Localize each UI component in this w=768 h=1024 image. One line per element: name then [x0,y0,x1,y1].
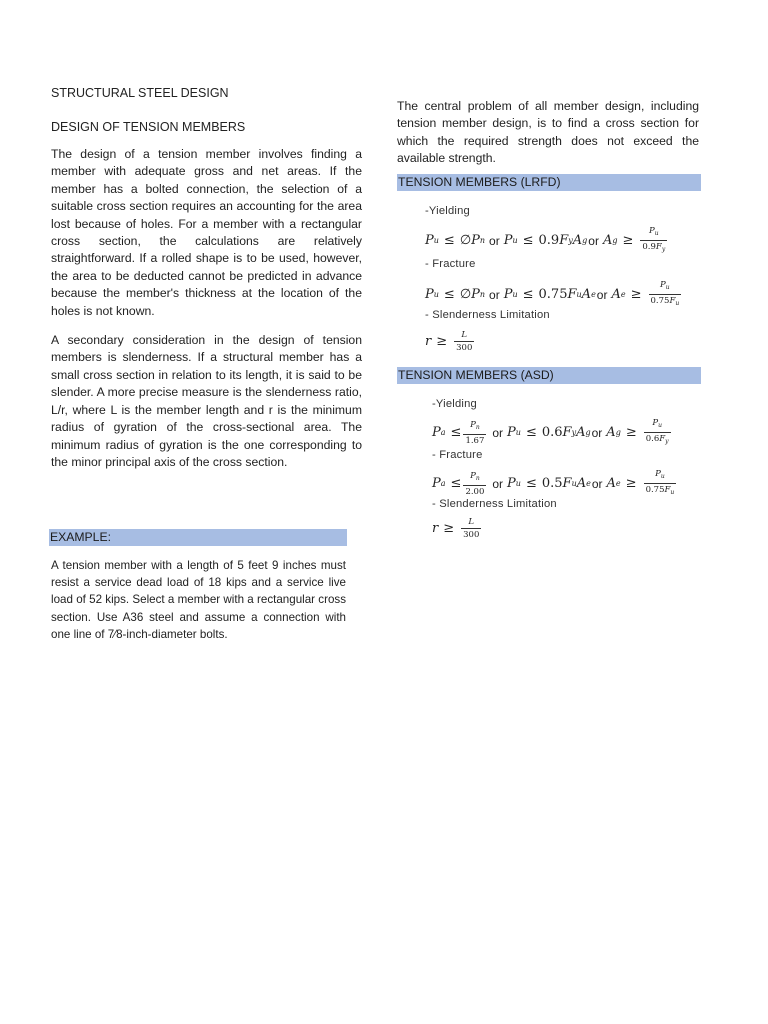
lrfd-fracture-label: - Fracture [425,258,476,270]
asd-heading: TENSION MEMBERS (ASD) [397,367,701,384]
asd-slenderness-label: - Slenderness Limitation [432,498,557,510]
asd-fracture-equation: P a ≤ $\frac{P_n}{2.00}$ or P u ≤ 0.5 F u A e or A e ≥ $\frac{P_u}{0.75F_u}$ [432,469,675,497]
document-title: STRUCTURAL STEEL DESIGN [51,86,229,100]
asd-yielding-equation: P a ≤ $\frac{P_n}{1.67}$ or P u ≤ 0.6 F y A g or A g ≥ $\frac{P_u}{0.6F_y}$ [432,418,669,446]
lrfd-fracture-equation: P u ≤ ∅ P n or P u ≤ 0.75 F u A e or A e ≥ $\frac{P_u}{0.75F_u}$ [425,280,680,307]
lrfd-yielding-label: -Yielding [425,205,470,217]
lrfd-slenderness-label: - Slenderness Limitation [425,309,550,321]
left-column [51,86,362,471]
example-problem-text: A tension member with a length of 5 feet 9 inches must resist a service dead load of 18 kips and a service live load of 52 kips. Select a member with a rectangular cross section. Use A36 steel and assume a connection with one line of 7⁄8-inch-diameter bolts. [51,559,346,641]
paragraph-design-intro: The design of a tension member involves finding a member with adequate gross and net areas. If the member has a bolted connection, the selection of a suitable cross section requires an accounting for the area lost because of holes. For a member with a rectangular cross section, the calculations are relatively straightforward. If a rolled shape is to be used, however, the area to be deducted cannot be predicted in advance because the member's thickness at the location of the holes is not known. [51,147,362,318]
lrfd-yielding-equation: P u ≤ ∅ P n or P u ≤ 0.9 F y A g or A g ≥ $\frac{P_u}{0.9F_y}$ [425,226,666,253]
asd-slenderness-equation: r ≥ $\frac{L}{300}$ [432,517,480,540]
lrfd-slenderness-equation: r ≥ $\frac{L}{300}$ [425,330,473,353]
paragraph-slenderness: A secondary consideration in the design of tension members is slenderness. If a structural member has a small cross section in relation to its length, it is said to be slender. A more precise measure is the slenderness ratio, L/r, where L is the member length and r is the minimum radius of gyration of the cross-sectional area. The minimum radius of gyration is the one corresponding to the minor principal axis of the cross section. [51,333,362,469]
paragraph-central-problem: The central problem of all member design, including tension member design, is to find a cross section for which the required strength does not exceed the available strength. [397,99,699,166]
example-heading: EXAMPLE: [49,529,347,546]
right-column [397,98,699,168]
lrfd-heading: TENSION MEMBERS (LRFD) [397,174,701,191]
section-title: DESIGN OF TENSION MEMBERS [51,120,246,134]
asd-fracture-label: - Fracture [432,449,483,461]
asd-yielding-label: -Yielding [432,398,477,410]
